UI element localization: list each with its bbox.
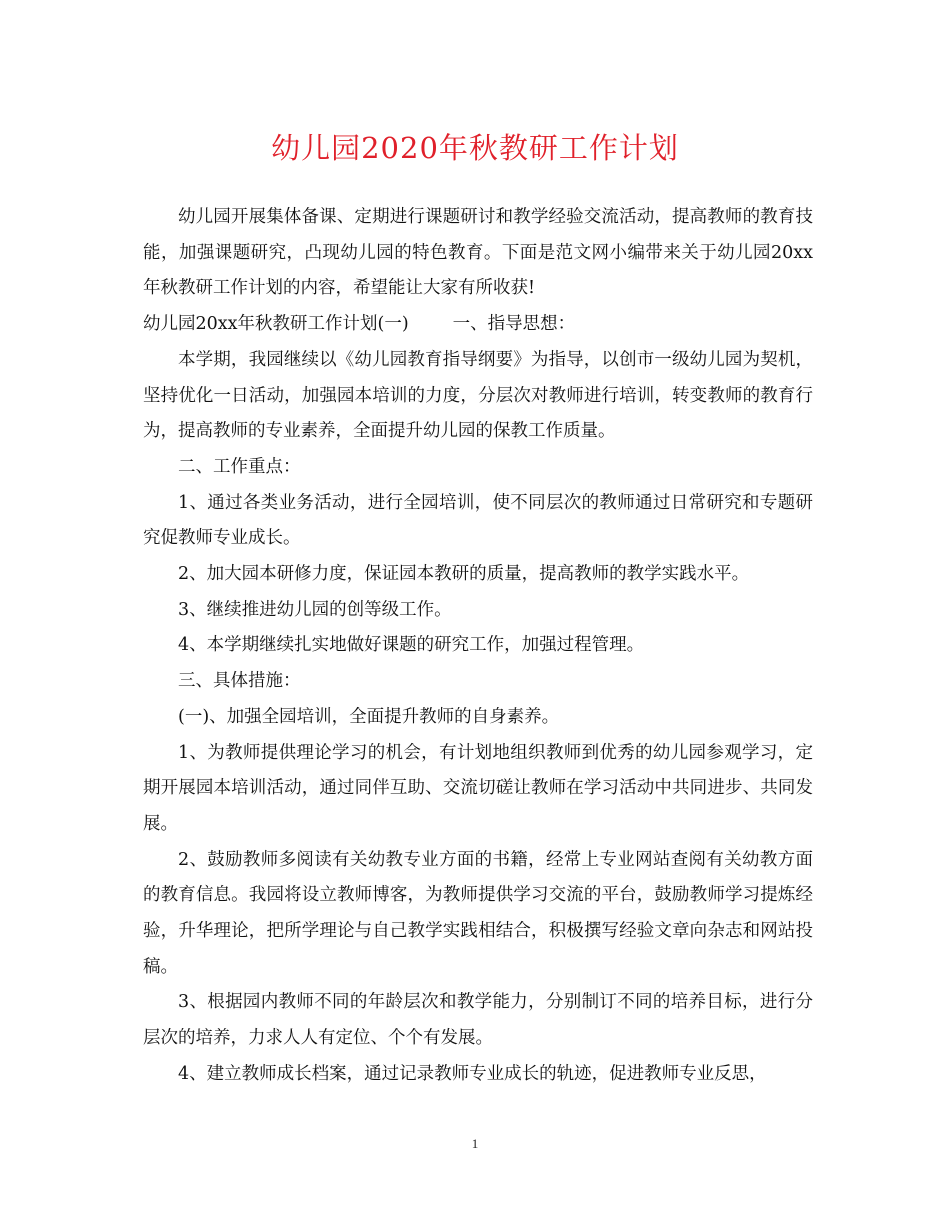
list-item: 1、通过各类业务活动，进行全园培训，使不同层次的教师通过日常研究和专题研究促教师专业成长。 (143, 492, 813, 549)
list-item: 3、继续推进幼儿园的创等级工作。 (178, 599, 452, 620)
list-item: 2、鼓励教师多阅读有关幼教专业方面的书籍，经常上专业网站查阅有关幼教方面的教育信息。我园将设立教师博客，为教师提供学习交流的平台，鼓励教师学习提炼经验，升华理论，把所学理论与自己教学实践相结合，积极撰写经验文章向杂志和网站投稿。 (143, 849, 813, 977)
plan-subtitle: 幼儿园20xx年秋教研工作计划(一) (143, 314, 409, 335)
intro-paragraph: 幼儿园开展集体备课、定期进行课题研讨和教学经验交流活动，提高教师的教育技能，加强课题研究，凸现幼儿园的特色教育。下面是范文网小编带来关于幼儿园20xx年秋教研工作计划的内容，希望能让大家有所收获! (143, 207, 813, 299)
heading-guiding-ideology: 一、指导思想： (452, 314, 576, 335)
heading-measures: 三、具体措施： (178, 671, 301, 692)
heading-work-focus: 二、工作重点： (178, 456, 301, 477)
document-title: 幼儿园2020年秋教研工作计划 (271, 131, 679, 165)
document-body (143, 200, 813, 1093)
list-item: 2、加大园本研修力度，保证园本教研的质量，提高教师的教学实践水平。 (178, 564, 750, 585)
list-item: 1、为教师提供理论学习的机会，有计划地组织教师到优秀的幼儿园参观学习，定期开展园本培训活动，通过同伴互助、交流切磋让教师在学习活动中共同进步、共同发展。 (143, 742, 813, 834)
list-item: 3、根据园内教师不同的年龄层次和教学能力，分别制订不同的培养目标，进行分层次的培养，力求人人有定位、个个有发展。 (143, 992, 813, 1049)
list-item: 4、本学期继续扎实地做好课题的研究工作，加强过程管理。 (178, 635, 645, 656)
subheading-training: (一)、加强全园培训，全面提升教师的自身素养。 (178, 706, 560, 727)
page-number: 1 (471, 1136, 479, 1151)
list-item: 4、建立教师成长档案，通过记录教师专业成长的轨迹，促进教师专业反思， (178, 1063, 767, 1084)
section-heading-line (143, 307, 813, 343)
paragraph-guiding-ideology: 本学期，我园继续以《幼儿园教育指导纲要》为指导，以创市一级幼儿园为契机，坚持优化一日活动，加强园本培训的力度，分层次对教师进行培训，转变教师的教育行为，提高教师的专业素养，全面提升幼儿园的保教工作质量。 (143, 349, 813, 442)
